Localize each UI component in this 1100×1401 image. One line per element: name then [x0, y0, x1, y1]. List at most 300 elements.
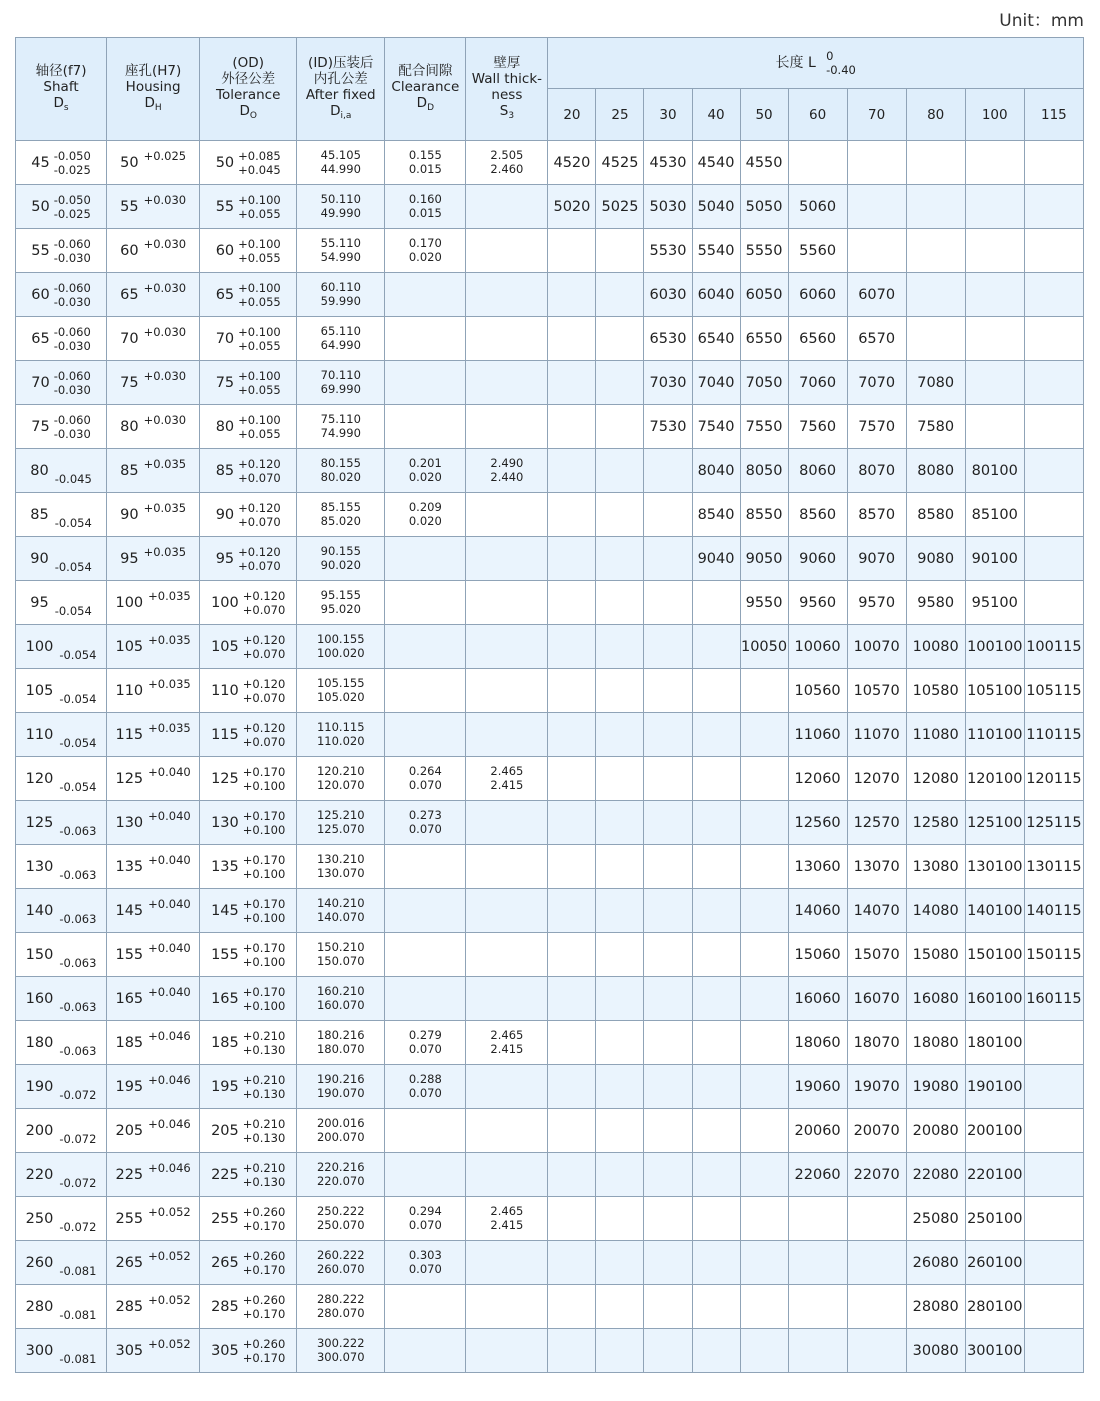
- part-number-cell: 8080: [906, 449, 965, 493]
- od-tolerance: +0.120 +0.070: [242, 588, 286, 617]
- part-number-cell: [644, 757, 692, 801]
- table-row: [16, 889, 1084, 933]
- od-cell: [200, 185, 297, 229]
- od-tolerance: +0.120 +0.070: [242, 676, 286, 705]
- part-number-cell: 6560: [788, 317, 847, 361]
- housing-diameter: 90: [120, 506, 139, 523]
- housing-cell: [107, 1285, 200, 1329]
- part-number-cell: 8540: [692, 493, 740, 537]
- id-cell: 130.210 130.070: [297, 845, 385, 889]
- part-number-cell: 5540: [692, 229, 740, 273]
- part-number-cell: 9070: [847, 537, 906, 581]
- part-number-cell: 26080: [906, 1241, 965, 1285]
- part-number-cell: [847, 1285, 906, 1329]
- od-diameter: 105: [211, 638, 239, 655]
- table-row: [16, 1329, 1084, 1373]
- housing-tolerance: +0.040: [148, 896, 191, 911]
- part-number-cell: [906, 141, 965, 185]
- shaft-tolerance: -0.050 -0.025: [53, 148, 91, 177]
- part-number-cell: [847, 141, 906, 185]
- part-number-cell: [644, 801, 692, 845]
- housing-cell: [107, 669, 200, 713]
- part-number-cell: [596, 1153, 644, 1197]
- od-tolerance: +0.210 +0.130: [242, 1160, 286, 1189]
- part-number-cell: [596, 977, 644, 1021]
- part-number-cell: 9560: [788, 581, 847, 625]
- shaft-cell: [16, 1065, 107, 1109]
- part-number-cell: 7570: [847, 405, 906, 449]
- housing-cell: [107, 757, 200, 801]
- clearance-cell: [385, 625, 466, 669]
- part-number-cell: 130115: [1024, 845, 1083, 889]
- part-number-cell: 8040: [692, 449, 740, 493]
- part-number-cell: [596, 361, 644, 405]
- id-cell: 60.110 59.990: [297, 273, 385, 317]
- shaft-diameter: 90: [30, 550, 49, 567]
- clearance-cell: [385, 1153, 466, 1197]
- shaft-cell: [16, 493, 107, 537]
- shaft-cell: [16, 845, 107, 889]
- od-cell: [200, 1065, 297, 1109]
- part-number-cell: [548, 845, 596, 889]
- part-number-cell: [644, 537, 692, 581]
- part-number-cell: [1024, 317, 1083, 361]
- part-number-cell: [644, 977, 692, 1021]
- table-row: [16, 317, 1084, 361]
- housing-cell: [107, 1241, 200, 1285]
- clearance-cell: [385, 581, 466, 625]
- od-cell: [200, 1285, 297, 1329]
- table-row: [16, 537, 1084, 581]
- part-number-cell: 9050: [740, 537, 788, 581]
- part-number-cell: 125100: [965, 801, 1024, 845]
- part-number-cell: 10570: [847, 669, 906, 713]
- part-number-cell: [1024, 361, 1083, 405]
- part-number-cell: 19060: [788, 1065, 847, 1109]
- housing-tolerance: +0.046: [148, 1028, 191, 1043]
- table-row: [16, 273, 1084, 317]
- wall-cell: [466, 1241, 548, 1285]
- shaft-tolerance: -0.060 -0.030: [53, 324, 91, 353]
- part-number-cell: 180100: [965, 1021, 1024, 1065]
- part-number-cell: 6060: [788, 273, 847, 317]
- shaft-cell: [16, 889, 107, 933]
- part-number-cell: [1024, 1109, 1083, 1153]
- housing-cell: [107, 317, 200, 361]
- shaft-tolerance: -0.063: [59, 999, 97, 1014]
- part-number-cell: 12580: [906, 801, 965, 845]
- part-number-cell: [1024, 405, 1083, 449]
- part-number-cell: 8570: [847, 493, 906, 537]
- od-diameter: 100: [211, 594, 239, 611]
- part-number-cell: 13080: [906, 845, 965, 889]
- clearance-cell: [385, 1329, 466, 1373]
- part-number-cell: [548, 933, 596, 977]
- part-number-cell: [548, 669, 596, 713]
- part-number-cell: 10060: [788, 625, 847, 669]
- shaft-diameter: 120: [25, 770, 54, 787]
- housing-tolerance: +0.040: [148, 940, 191, 955]
- shaft-cell: [16, 405, 107, 449]
- id-cell: 100.155 100.020: [297, 625, 385, 669]
- shaft-cell: [16, 1197, 107, 1241]
- shaft-diameter: 180: [25, 1034, 54, 1051]
- housing-tolerance: +0.035: [143, 456, 187, 471]
- housing-diameter: 105: [115, 638, 144, 655]
- part-number-cell: 9550: [740, 581, 788, 625]
- od-diameter: 225: [211, 1166, 239, 1183]
- od-cell: [200, 273, 297, 317]
- housing-cell: [107, 537, 200, 581]
- part-number-cell: [740, 1285, 788, 1329]
- part-number-cell: [644, 625, 692, 669]
- shaft-diameter: 150: [25, 946, 54, 963]
- part-number-cell: [740, 1329, 788, 1373]
- part-number-cell: [847, 229, 906, 273]
- housing-cell: [107, 713, 200, 757]
- part-number-cell: [548, 801, 596, 845]
- part-number-cell: 5550: [740, 229, 788, 273]
- housing-tolerance: +0.035: [143, 500, 187, 515]
- od-cell: [200, 537, 297, 581]
- clearance-cell: 0.294 0.070: [385, 1197, 466, 1241]
- od-cell: [200, 933, 297, 977]
- part-number-cell: [1024, 229, 1083, 273]
- od-diameter: 90: [215, 506, 235, 523]
- od-diameter: 305: [211, 1342, 239, 1359]
- clearance-cell: [385, 713, 466, 757]
- part-number-cell: [548, 581, 596, 625]
- id-cell: 45.105 44.990: [297, 141, 385, 185]
- part-number-cell: [548, 889, 596, 933]
- id-cell: 220.216 220.070: [297, 1153, 385, 1197]
- id-cell: 85.155 85.020: [297, 493, 385, 537]
- part-number-cell: 7540: [692, 405, 740, 449]
- od-cell: [200, 977, 297, 1021]
- part-number-cell: 9060: [788, 537, 847, 581]
- housing-tolerance: +0.035: [148, 632, 191, 647]
- part-number-cell: 12080: [906, 757, 965, 801]
- housing-tolerance: +0.052: [148, 1336, 191, 1351]
- part-number-cell: [644, 669, 692, 713]
- header-shaft: 轴径(f7) Shaft $D_s$: [16, 38, 107, 141]
- od-tolerance: +0.170 +0.100: [242, 984, 286, 1013]
- shaft-tolerance: -0.072: [59, 1219, 97, 1234]
- table-row: [16, 977, 1084, 1021]
- part-number-cell: [644, 1329, 692, 1373]
- part-number-cell: [548, 977, 596, 1021]
- od-tolerance: +0.210 +0.130: [242, 1072, 286, 1101]
- od-cell: [200, 1153, 297, 1197]
- length-col-header: 70: [847, 89, 906, 141]
- od-cell: [200, 845, 297, 889]
- housing-diameter: 135: [115, 858, 144, 875]
- shaft-cell: [16, 317, 107, 361]
- part-number-cell: 6030: [644, 273, 692, 317]
- housing-diameter: 155: [115, 946, 144, 963]
- part-number-cell: 14080: [906, 889, 965, 933]
- part-number-cell: [965, 185, 1024, 229]
- part-number-cell: 15080: [906, 933, 965, 977]
- shaft-cell: [16, 1153, 107, 1197]
- od-diameter: 95: [215, 550, 235, 567]
- part-number-cell: [644, 845, 692, 889]
- part-number-cell: [596, 757, 644, 801]
- shaft-diameter: 140: [25, 902, 54, 919]
- part-number-cell: 200100: [965, 1109, 1024, 1153]
- shaft-diameter: 50: [31, 198, 50, 215]
- part-number-cell: 4520: [548, 141, 596, 185]
- shaft-tolerance: -0.054: [59, 735, 97, 750]
- clearance-cell: 0.201 0.020: [385, 449, 466, 493]
- part-number-cell: [847, 185, 906, 229]
- od-tolerance: +0.100 +0.055: [238, 412, 281, 441]
- od-cell: [200, 889, 297, 933]
- table-row: [16, 185, 1084, 229]
- part-number-cell: [1024, 581, 1083, 625]
- part-number-cell: 18060: [788, 1021, 847, 1065]
- header-wall-thickness: 壁厚 Wall thick- ness $S_3$: [466, 38, 548, 141]
- shaft-tolerance: -0.054: [54, 603, 92, 618]
- shaft-diameter: 110: [25, 726, 54, 743]
- housing-cell: [107, 845, 200, 889]
- part-number-cell: 7030: [644, 361, 692, 405]
- clearance-cell: [385, 405, 466, 449]
- clearance-cell: [385, 317, 466, 361]
- part-number-cell: 11060: [788, 713, 847, 757]
- part-number-cell: [692, 757, 740, 801]
- part-number-cell: [548, 361, 596, 405]
- part-number-cell: 8580: [906, 493, 965, 537]
- od-diameter: 285: [211, 1298, 239, 1315]
- table-row: [16, 405, 1084, 449]
- part-number-cell: [596, 229, 644, 273]
- od-tolerance: +0.100 +0.055: [238, 236, 281, 265]
- od-diameter: 130: [211, 814, 239, 831]
- part-number-cell: [596, 405, 644, 449]
- part-number-cell: 120115: [1024, 757, 1083, 801]
- part-number-cell: [548, 1197, 596, 1241]
- shaft-cell: [16, 185, 107, 229]
- part-number-cell: 6540: [692, 317, 740, 361]
- housing-tolerance: +0.030: [143, 368, 187, 383]
- housing-diameter: 145: [115, 902, 144, 919]
- part-number-cell: 22060: [788, 1153, 847, 1197]
- wall-cell: [466, 361, 548, 405]
- shaft-tolerance: -0.072: [59, 1131, 97, 1146]
- shaft-diameter: 190: [25, 1078, 54, 1095]
- shaft-diameter: 300: [25, 1342, 54, 1359]
- od-cell: [200, 801, 297, 845]
- housing-diameter: 70: [120, 330, 139, 347]
- shaft-cell: [16, 669, 107, 713]
- part-number-cell: 5560: [788, 229, 847, 273]
- housing-tolerance: +0.030: [143, 280, 187, 295]
- housing-diameter: 195: [115, 1078, 144, 1095]
- part-number-cell: [788, 1241, 847, 1285]
- housing-tolerance: +0.046: [148, 1116, 191, 1131]
- wall-cell: [466, 405, 548, 449]
- part-number-cell: 6040: [692, 273, 740, 317]
- part-number-cell: 16080: [906, 977, 965, 1021]
- part-number-cell: 9040: [692, 537, 740, 581]
- part-number-cell: 8070: [847, 449, 906, 493]
- od-diameter: 265: [211, 1254, 239, 1271]
- od-cell: [200, 1197, 297, 1241]
- id-cell: 140.210 140.070: [297, 889, 385, 933]
- part-number-cell: [740, 1241, 788, 1285]
- part-number-cell: 5050: [740, 185, 788, 229]
- id-cell: 250.222 250.070: [297, 1197, 385, 1241]
- shaft-tolerance: -0.060 -0.030: [53, 236, 91, 265]
- part-number-cell: [1024, 1329, 1083, 1373]
- table-row: [16, 493, 1084, 537]
- part-number-cell: [596, 845, 644, 889]
- shaft-cell: [16, 1285, 107, 1329]
- part-number-cell: 19080: [906, 1065, 965, 1109]
- part-number-cell: 280100: [965, 1285, 1024, 1329]
- table-row: [16, 449, 1084, 493]
- part-number-cell: 160100: [965, 977, 1024, 1021]
- clearance-cell: [385, 889, 466, 933]
- shaft-tolerance: -0.054: [59, 647, 97, 662]
- part-number-cell: [740, 977, 788, 1021]
- part-number-cell: 5530: [644, 229, 692, 273]
- wall-cell: [466, 493, 548, 537]
- shaft-cell: [16, 757, 107, 801]
- part-number-cell: 5020: [548, 185, 596, 229]
- part-number-cell: 5025: [596, 185, 644, 229]
- part-number-cell: 5040: [692, 185, 740, 229]
- length-col-header: 115: [1024, 89, 1083, 141]
- clearance-cell: 0.288 0.070: [385, 1065, 466, 1109]
- part-number-cell: [965, 229, 1024, 273]
- part-number-cell: [965, 141, 1024, 185]
- unit-label: Unit：mm: [999, 11, 1084, 31]
- part-number-cell: 10580: [906, 669, 965, 713]
- od-cell: [200, 405, 297, 449]
- part-number-cell: 18070: [847, 1021, 906, 1065]
- od-cell: [200, 1241, 297, 1285]
- length-col-header: 50: [740, 89, 788, 141]
- od-tolerance: +0.100 +0.055: [238, 280, 281, 309]
- housing-diameter: 185: [115, 1034, 144, 1051]
- housing-cell: [107, 801, 200, 845]
- od-tolerance: +0.260 +0.170: [242, 1336, 286, 1365]
- od-tolerance: +0.100 +0.055: [238, 324, 281, 353]
- shaft-tolerance: -0.054: [54, 515, 92, 530]
- part-number-cell: 150100: [965, 933, 1024, 977]
- wall-cell: [466, 1285, 548, 1329]
- part-number-cell: 12570: [847, 801, 906, 845]
- housing-cell: [107, 405, 200, 449]
- housing-diameter: 165: [115, 990, 144, 1007]
- od-diameter: 195: [211, 1078, 239, 1095]
- part-number-cell: 15070: [847, 933, 906, 977]
- part-number-cell: 7060: [788, 361, 847, 405]
- part-number-cell: [1024, 1021, 1083, 1065]
- part-number-cell: 9570: [847, 581, 906, 625]
- od-cell: [200, 1329, 297, 1373]
- part-number-cell: [692, 801, 740, 845]
- id-cell: 110.115 110.020: [297, 713, 385, 757]
- housing-diameter: 65: [120, 286, 139, 303]
- od-diameter: 155: [211, 946, 239, 963]
- part-number-cell: [692, 1197, 740, 1241]
- part-number-cell: 7070: [847, 361, 906, 405]
- part-number-cell: [596, 713, 644, 757]
- part-number-cell: [1024, 1197, 1083, 1241]
- part-number-cell: [692, 1285, 740, 1329]
- part-number-cell: 6050: [740, 273, 788, 317]
- wall-cell: 2.505 2.460: [466, 141, 548, 185]
- housing-tolerance: +0.030: [143, 324, 187, 339]
- housing-diameter: 125: [115, 770, 144, 787]
- part-number-cell: [548, 229, 596, 273]
- part-number-cell: [644, 581, 692, 625]
- part-number-cell: 14070: [847, 889, 906, 933]
- part-number-cell: [548, 1285, 596, 1329]
- part-number-cell: 6070: [847, 273, 906, 317]
- od-cell: [200, 493, 297, 537]
- part-number-cell: [644, 1065, 692, 1109]
- housing-tolerance: +0.052: [148, 1204, 191, 1219]
- part-number-cell: [740, 933, 788, 977]
- part-number-cell: 105100: [965, 669, 1024, 713]
- shaft-cell: [16, 1021, 107, 1065]
- part-number-cell: 16060: [788, 977, 847, 1021]
- part-number-cell: [548, 1241, 596, 1285]
- part-number-cell: [1024, 449, 1083, 493]
- id-cell: 70.110 69.990: [297, 361, 385, 405]
- part-number-cell: 16070: [847, 977, 906, 1021]
- wall-cell: [466, 1109, 548, 1153]
- table-row: [16, 1021, 1084, 1065]
- part-number-cell: [1024, 185, 1083, 229]
- wall-cell: [466, 537, 548, 581]
- housing-tolerance: +0.046: [148, 1072, 191, 1087]
- part-number-cell: 11080: [906, 713, 965, 757]
- part-number-cell: [596, 1285, 644, 1329]
- part-number-cell: [692, 933, 740, 977]
- part-number-cell: [596, 625, 644, 669]
- header-id-tolerance: (ID)压装后 内孔公差 After fixed $D_{i,a}$: [297, 38, 385, 141]
- table-row: [16, 1065, 1084, 1109]
- part-number-cell: 8050: [740, 449, 788, 493]
- wall-cell: [466, 1153, 548, 1197]
- housing-diameter: 50: [120, 154, 139, 171]
- part-number-cell: [692, 1329, 740, 1373]
- part-number-cell: [740, 1021, 788, 1065]
- part-number-cell: [740, 713, 788, 757]
- length-col-header: 60: [788, 89, 847, 141]
- housing-tolerance: +0.040: [148, 852, 191, 867]
- shaft-tolerance: -0.072: [59, 1087, 97, 1102]
- id-cell: 50.110 49.990: [297, 185, 385, 229]
- part-number-cell: [596, 801, 644, 845]
- id-cell: 120.210 120.070: [297, 757, 385, 801]
- part-number-cell: 20080: [906, 1109, 965, 1153]
- od-tolerance: +0.170 +0.100: [242, 940, 286, 969]
- wall-cell: [466, 713, 548, 757]
- housing-diameter: 130: [115, 814, 144, 831]
- part-number-cell: 190100: [965, 1065, 1024, 1109]
- shaft-cell: [16, 141, 107, 185]
- part-number-cell: 4525: [596, 141, 644, 185]
- part-number-cell: 20060: [788, 1109, 847, 1153]
- od-cell: [200, 141, 297, 185]
- clearance-cell: [385, 845, 466, 889]
